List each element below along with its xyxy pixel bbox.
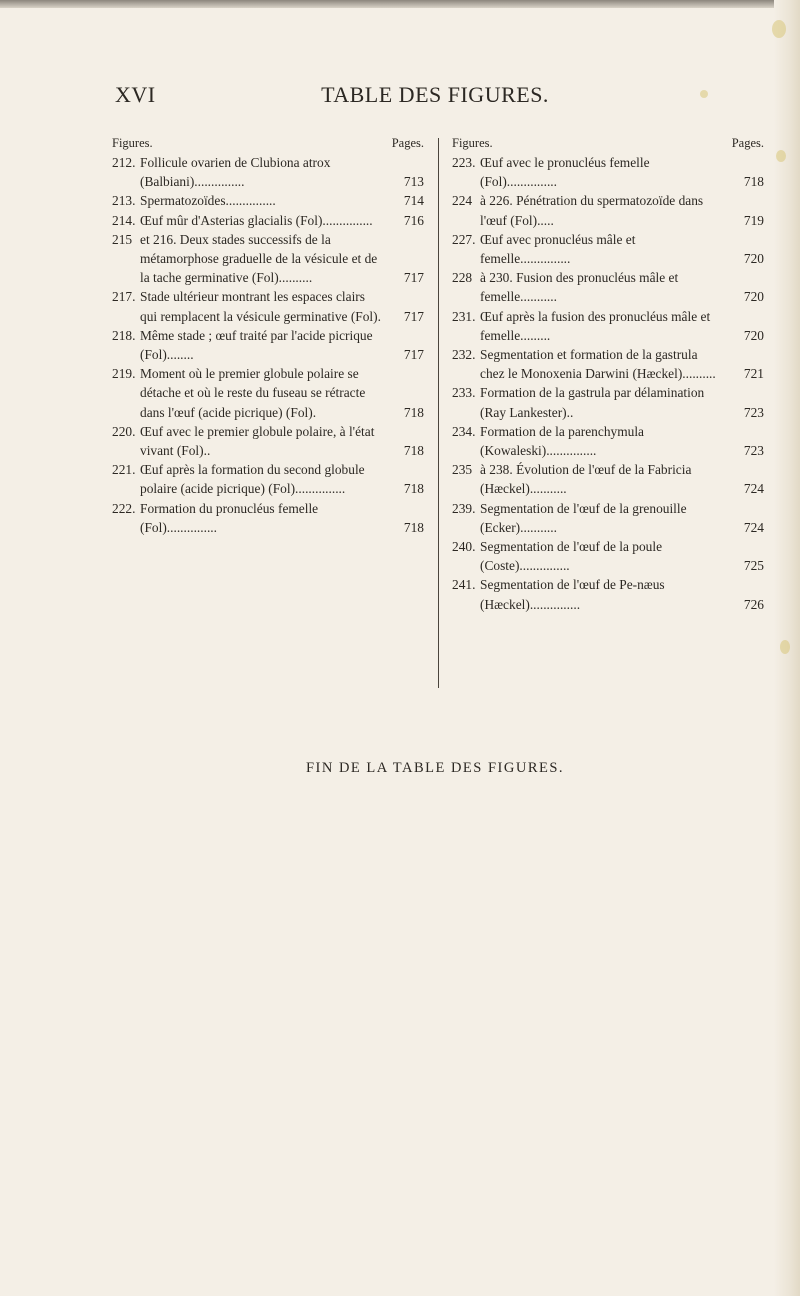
pages-label: Pages. bbox=[731, 136, 764, 150]
figure-page: 713 bbox=[403, 174, 424, 190]
figure-entry bbox=[452, 345, 764, 383]
figure-page: 718 bbox=[743, 174, 764, 190]
figure-page: 724 bbox=[743, 519, 764, 535]
figure-entry bbox=[452, 422, 764, 460]
figure-number: 212. bbox=[112, 155, 136, 170]
figure-caption: Œuf avec le pronucléus femelle (Fol)............... bbox=[480, 155, 650, 190]
stain bbox=[780, 640, 790, 654]
figure-page: 717 bbox=[403, 347, 424, 363]
figure-page: 726 bbox=[743, 596, 764, 612]
figure-number: 222. bbox=[112, 500, 136, 516]
figure-caption: Œuf avec le premier globule polaire, à l'état vivant (Fol).. bbox=[140, 423, 375, 459]
figures-label: Figures. bbox=[112, 136, 153, 150]
figure-entry bbox=[112, 153, 424, 191]
figure-number: 239. bbox=[452, 500, 476, 516]
figure-caption: Formation du pronucléus femelle (Fol)............... bbox=[140, 500, 319, 535]
figure-page: 718 bbox=[403, 443, 424, 459]
figure-entry bbox=[112, 364, 424, 422]
figure-entry bbox=[452, 268, 764, 306]
figure-number: 231. bbox=[452, 308, 476, 324]
figure-caption: Segmentation de l'œuf de Pe-næus (Hæckel)............... bbox=[480, 577, 665, 612]
figure-caption: Stade ultérieur montrant les espaces clairs qui remplacent la vésicule germinative (Fol). bbox=[140, 289, 381, 324]
figures-label: Figures. bbox=[452, 136, 493, 150]
figure-number: 241. bbox=[452, 577, 476, 593]
figure-caption: Formation de la gastrula par délamination (Ray Lankester).. bbox=[480, 385, 705, 420]
figure-page: 717 bbox=[403, 308, 424, 324]
figure-number: 228 bbox=[452, 270, 473, 286]
figure-number: 213. bbox=[112, 193, 136, 209]
figure-number: 214. bbox=[112, 212, 136, 228]
figure-page: 718 bbox=[403, 404, 424, 420]
figure-caption: Segmentation et formation de la gastrula chez le Monoxenia Darwini (Hæckel).......... bbox=[480, 347, 716, 382]
figure-page: 716 bbox=[403, 212, 424, 228]
figure-number: 234. bbox=[452, 423, 476, 439]
figure-number: 227. bbox=[452, 231, 476, 247]
figure-entry bbox=[452, 460, 764, 498]
column-left bbox=[112, 134, 424, 537]
figure-entry bbox=[112, 499, 424, 537]
figure-number: 223. bbox=[452, 155, 476, 170]
figure-number: 232. bbox=[452, 347, 476, 363]
figure-number: 218. bbox=[112, 327, 136, 343]
figure-caption: Œuf avec pronucléus mâle et femelle............... bbox=[480, 231, 636, 267]
page-edge bbox=[0, 0, 800, 8]
figure-number: 224 bbox=[452, 193, 473, 209]
figure-page: 718 bbox=[403, 481, 424, 497]
figure-number: 215 bbox=[112, 231, 133, 247]
figure-page: 719 bbox=[743, 212, 764, 228]
page-header bbox=[115, 82, 755, 112]
figure-entry bbox=[112, 287, 424, 325]
figure-entry bbox=[112, 191, 424, 210]
figure-caption: Œuf après la formation du second globule polaire (acide picrique) (Fol)............... bbox=[140, 462, 365, 497]
figure-caption: Formation de la parenchymula (Kowaleski)............... bbox=[480, 423, 644, 459]
figure-caption: Spermatozoïdes............... bbox=[140, 193, 276, 209]
page-title: TABLE DES FIGURES. bbox=[321, 82, 549, 107]
column-header bbox=[452, 134, 764, 153]
figure-page: 718 bbox=[403, 519, 424, 535]
column-divider bbox=[438, 138, 439, 688]
figure-page: 725 bbox=[743, 558, 764, 574]
figure-entry bbox=[112, 422, 424, 460]
figure-caption: à 226. Pénétration du spermatozoïde dans l'œuf (Fol)..... bbox=[480, 193, 704, 228]
column-right bbox=[452, 134, 764, 614]
figure-caption: Moment où le premier globule polaire se détache et où le reste du fuseau se rétracte dans l'œuf (acide picrique) (Fol). bbox=[140, 366, 366, 420]
figure-number: 233. bbox=[452, 385, 476, 401]
figure-page: 720 bbox=[743, 251, 764, 267]
page-number: XVI bbox=[115, 82, 156, 107]
figure-entry bbox=[452, 499, 764, 537]
figure-caption: Même stade ; œuf traité par l'acide picrique (Fol)........ bbox=[140, 327, 373, 363]
figure-entry bbox=[112, 460, 424, 498]
figure-page: 723 bbox=[743, 443, 764, 459]
end-note: FIN DE LA TABLE DES FIGURES. bbox=[305, 760, 565, 776]
figure-entry bbox=[112, 326, 424, 364]
figure-caption: Segmentation de l'œuf de la grenouille (Ecker)........... bbox=[480, 500, 687, 535]
pages-label: Pages. bbox=[391, 136, 424, 150]
column-header bbox=[112, 134, 424, 153]
figure-caption: à 230. Fusion des pronucléus mâle et femelle........... bbox=[480, 270, 679, 305]
figure-entry bbox=[452, 575, 764, 613]
figure-caption: Œuf après la fusion des pronucléus mâle et femelle......... bbox=[480, 308, 711, 343]
figure-caption: et 216. Deux stades successifs de la métamorphose graduelle de la vésicule et de la tache germinative (Fol).......... bbox=[140, 231, 378, 286]
figure-page: 723 bbox=[743, 404, 764, 420]
figure-caption: Follicule ovarien de Clubiona atrox (Balbiani)............... bbox=[140, 155, 331, 190]
figure-caption: à 238. Évolution de l'œuf de la Fabricia (Hæckel)........... bbox=[480, 462, 692, 497]
figure-caption: Segmentation de l'œuf de la poule (Coste)............... bbox=[480, 539, 663, 574]
figure-entry bbox=[452, 537, 764, 575]
figure-entry bbox=[452, 230, 764, 268]
figure-entry bbox=[112, 230, 424, 288]
figure-page: 721 bbox=[743, 366, 764, 382]
figure-page: 720 bbox=[743, 289, 764, 305]
figure-number: 221. bbox=[112, 462, 136, 478]
figures-table bbox=[112, 134, 764, 694]
figure-number: 217. bbox=[112, 289, 136, 305]
stain bbox=[772, 20, 786, 38]
figure-caption: Œuf mûr d'Asterias glacialis (Fol)............... bbox=[140, 212, 373, 228]
figure-number: 219. bbox=[112, 366, 136, 382]
figure-entry bbox=[452, 191, 764, 229]
figure-number: 240. bbox=[452, 539, 476, 555]
figure-page: 724 bbox=[743, 481, 764, 497]
figure-entry bbox=[452, 307, 764, 345]
figure-entry bbox=[112, 211, 424, 230]
figure-number: 220. bbox=[112, 423, 136, 439]
figure-page: 717 bbox=[403, 270, 424, 286]
figure-entry bbox=[452, 383, 764, 421]
figure-entry bbox=[452, 153, 764, 191]
figure-page: 714 bbox=[403, 193, 424, 209]
figure-number: 235 bbox=[452, 462, 473, 478]
stain bbox=[776, 150, 786, 162]
figure-page: 720 bbox=[743, 327, 764, 343]
